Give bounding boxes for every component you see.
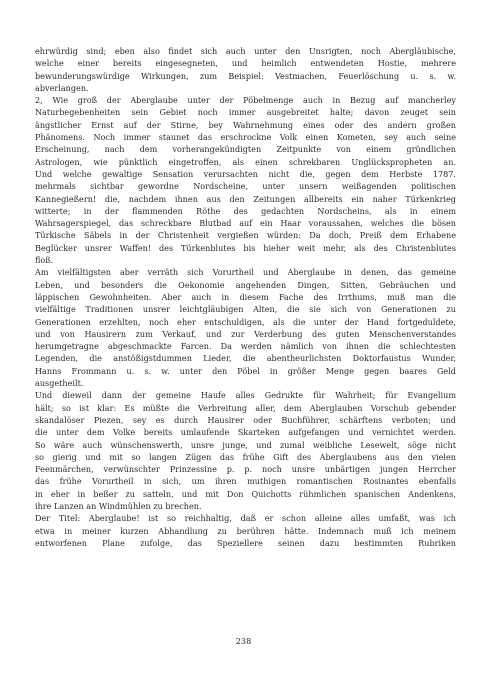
text-line: skandalöser Piezen, sey es durch Hausirer oder Buchführer, schärftens verboten; und [35, 414, 456, 425]
text-line: Hanns Frommann u. s. w. unter den Pöbel in größer Menge gegen baares Geld [35, 365, 456, 376]
text-line: so gierig und mit so langen Zügen das frühe Gift des Aberglaubens aus den vielen [35, 451, 456, 462]
text-line: Phänomens. Noch immer staunet das erschrockne Volk einen Kometen, sey auch seine [35, 132, 456, 143]
text-line: das frühe Vorurtheil in sich, um ihren muthigen romantischen Rosinantes ebenfalls [35, 476, 456, 487]
page-number: 238 [235, 636, 252, 646]
text-line: ihre Lanzen an Windmühlen zu brechen. [35, 500, 202, 511]
text-line: Türkische Säbels in der Christenheit vergießen würden: Da doch, Preiß dem Erhabene [35, 230, 456, 241]
text-line: die unter dem Volke bereits umlaufende Skarteken aufgefangen und vernichtet werden. [35, 427, 456, 438]
paragraph [35, 512, 456, 549]
text-line: So wäre auch wünschenswerth, unsre junge, und zumal weibliche Lesewelt, söge nicht [35, 439, 456, 450]
text-line: Generationen erzehlten, noch eher entschuldigen, als die unter der Hand fortgeduldete, [35, 316, 456, 327]
text-line: Kannegießern! die, nachdem ihnen aus den Zeitungen allbereits ein naher Türkenkrieg [35, 193, 456, 204]
text-line: hält; so ist klar: Es müßte die Verbreitung aller, dem Aberglauben Vorschub gebender [35, 402, 456, 413]
text-line: und von Hausirern zum Verkauf, und zur Verderbung des guten Menschenverstandes [35, 328, 456, 339]
text-line: Wahrsagerspiegel, das schreckbare Blutbad auf ein Haar voraussahen, welches die bösen [35, 218, 456, 229]
body-text [35, 45, 456, 549]
text-line: welche einer bereits eingesegneten, und heimlich entwendeten Hostie, mehrere [35, 58, 456, 69]
text-line: Erscheinung, nach dem vorherangekündigten Zeitpunkte von einem gründlichen [35, 144, 456, 155]
paragraph [35, 94, 456, 266]
text-line: entworfenen Plane zufolge, das Speziellere seinen dazu bestimmten Rubriken [35, 537, 456, 548]
text-line: mehrmals sichtbar gewordne Nordscheine, unter unsern weißagenden politischen [35, 181, 456, 192]
text-line: ehrwürdig sind; eben also findet sich auch unter den Unsrigten, noch Abergläubische, [35, 46, 456, 56]
text-line: etwa in meiner kurzen Abhandlung zu berühren hätte. Indemnach muß ich meinem [35, 525, 456, 536]
text-line: Leben, und besonders die Oekonomie angehenden Dingen, Sitten, Gebräuchen und [35, 279, 456, 290]
text-line: ängstlicher Ernst auf der Stirne, bey Wahrnehmung eines oder des andern großen [35, 119, 456, 130]
text-line: Legenden, die anstößigstdummen Lieder, die abentheurlichsten Doktorfaustus Wunder, [35, 353, 456, 364]
text-line: bewunderungswürdige Wirkungen, zum Beispiel: Vestmachen, Feuerlöschung u. s. w. [35, 70, 456, 81]
text-line: Und dieweil dann der gemeine Haufe alles Gedrukte für Wahrheit; für Evangelium [35, 390, 456, 401]
text-line: in eher in beßer zu satteln, und mit Don Quichotts rühmlichen spanischen Andenkens, [35, 488, 456, 499]
text-line: Naturbegebenheiten sein Gebiet noch immer ausgebreitet halte; davon zeuget sein [35, 107, 456, 118]
paragraph [35, 389, 456, 512]
text-line: Der Titel: Aberglaube! ist so reichhaltig, daß er schon alleine alles umfaßt, was ich [35, 513, 456, 524]
text-line: Und welche gewaltige Sensation verursachten nicht die, gegen dem Herbste 1787. [35, 168, 456, 179]
paragraph [35, 266, 456, 389]
text-line: ausgetheilt. [35, 378, 84, 389]
text-line: floß. [35, 255, 54, 266]
text-line: 2, Wie groß der Aberglaube unter der Pöbelmenge auch in Bezug auf mancherley [35, 95, 456, 106]
text-line: Feenmärchen, verwünschter Prinzessine p. p. noch unsre unbärtigen jungen Herrcher [35, 464, 456, 475]
text-line: abverlangen. [35, 82, 89, 93]
paragraph [35, 45, 456, 94]
text-line: läppischen Gewohnheiten. Aber auch in diesem Fache des Irrthums, muß man die [35, 291, 456, 302]
text-line: Astrologen, wie pünktlich eingetroffen, als einen schrekbaren Unglückspropheten an. [35, 156, 456, 167]
text-line: Beglücker unsrer Waffen! des Türkenblutes bis hieher weit mehr, als des Christenblutes [35, 242, 456, 253]
text-line: Am vielfältigsten aber verräth sich Vorurtheil und Aberglaube in denen, das gemeine [35, 267, 456, 278]
text-line: herumgetragne abgeschmackte Farcen. Da werden nämlich von ihnen die schlechtesten [35, 341, 456, 352]
text-line: witterte; in der flammenden Röthe des gedachten Nordscheins, als in einem [35, 205, 456, 216]
text-line: vielfältige Traditionen unsrer leichtgläubigen Alten, die sie sich von Generationen zu [35, 304, 456, 315]
